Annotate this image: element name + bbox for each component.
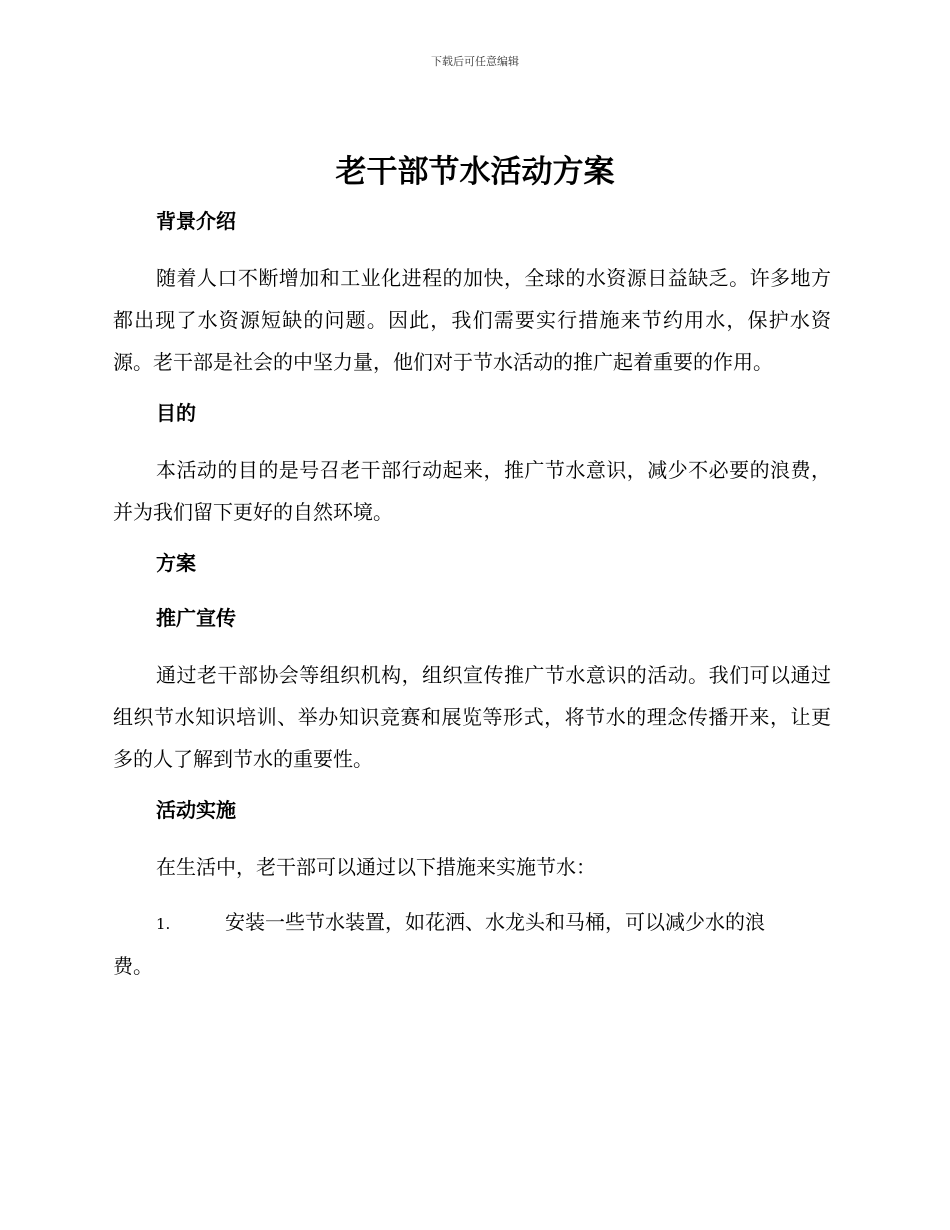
list-item-number: 1. <box>156 915 171 933</box>
paragraph-background: 随着人口不断增加和工业化进程的加快，全球的水资源日益缺乏。许多地方都出现了水资源短缺的问题。因此，我们需要实行措施来节约用水，保护水资源。老干部是社会的中坚力量，他们对于节水活动的推广起着重要的作用。 <box>113 266 831 374</box>
document-title: 老干部节水活动方案 <box>335 154 615 190</box>
paragraph-implementation-intro: 在生活中，老干部可以通过以下措施来实施节水： <box>156 855 596 879</box>
list-item-text: 安装一些节水装置，如花洒、水龙头和马桶，可以减少水的浪 <box>225 910 765 934</box>
paragraph-promotion: 通过老干部协会等组织机构，组织宣传推广节水意识的活动。我们可以通过组织节水知识培训、举办知识竞赛和展览等形式，将节水的理念传播开来，让更多的人了解到节水的重要性。 <box>113 663 831 771</box>
list-item-line <box>113 901 831 945</box>
section-heading-promotion: 推广宣传 <box>156 606 236 630</box>
section-heading-background: 背景介绍 <box>156 209 236 233</box>
list-item-continuation: 费。 <box>113 954 153 978</box>
header-note: 下载后可任意编辑 <box>431 55 519 68</box>
list-item <box>113 901 831 987</box>
section-heading-implementation: 活动实施 <box>156 798 236 822</box>
section-heading-plan: 方案 <box>156 551 196 575</box>
document-body <box>113 204 831 987</box>
section-heading-purpose: 目的 <box>156 401 196 425</box>
paragraph-purpose: 本活动的目的是号召老干部行动起来，推广节水意识，减少不必要的浪费，并为我们留下更好的自然环境。 <box>113 458 831 524</box>
